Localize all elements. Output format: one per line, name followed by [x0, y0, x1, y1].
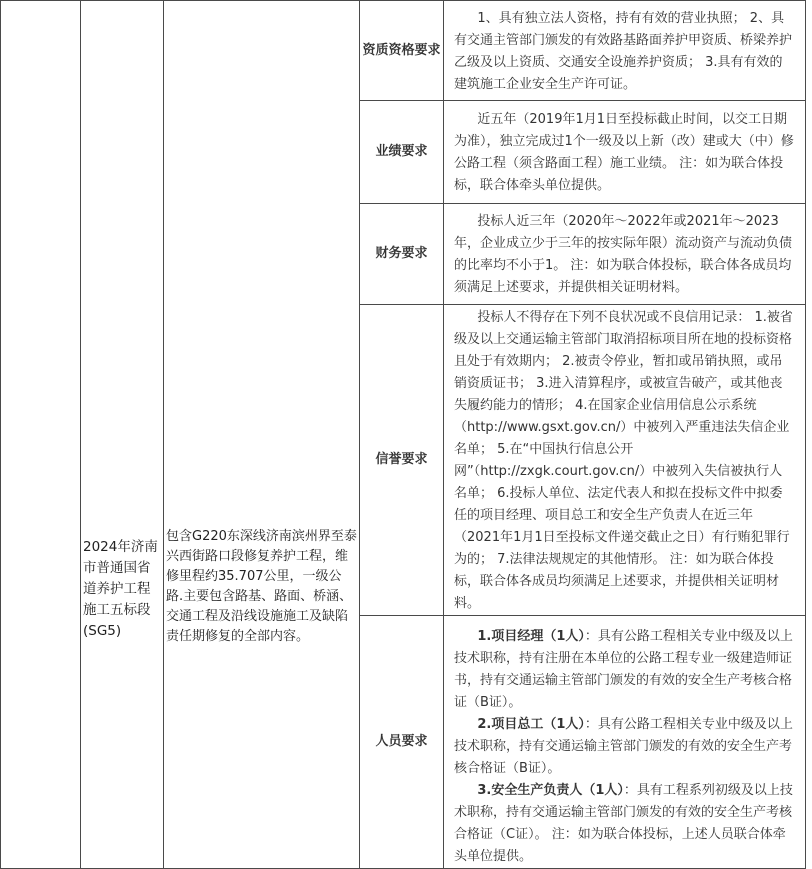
index-cell	[1, 1, 81, 869]
finance-label: 财务要求	[360, 204, 444, 305]
credit-label: 信誉要求	[360, 305, 444, 616]
qualification-text: 1、具有独立法人资格，持有有效的营业执照； 2、具有交通主管部门颁发的有效路基路面养护甲资质、桥梁养护乙级及以上资质、交通安全设施养护资质； 3.具有有效的建筑施工企业安全生产许可证。	[454, 10, 793, 92]
personnel-item-text: ：具有公路工程相关专业中级及以上技术职称，持有注册在本单位的公路工程专业一级建造师证书，持有交通运输主管部门颁发的有效的安全生产考核合格证（B证）。	[454, 629, 793, 710]
performance-text: 近五年（2019年1月1日至投标截止时间，以交工日期为准），独立完成过1个一级及以上新（改）建或大（中）修公路工程（须含路面工程）施工业绩。 注：如为联合体投标，联合体牵头单位提供。	[454, 112, 794, 193]
credit-text-cell	[444, 305, 806, 616]
qualification-row	[1, 1, 806, 101]
personnel-item-title: 3.安全生产负责人（1人）	[477, 783, 624, 798]
personnel-item	[454, 780, 795, 868]
personnel-item-title: 2.项目总工（1人）	[477, 717, 585, 732]
credit-text: 投标人不得存在下列不良状况或不良信用记录： 1.被省级及以上交通运输主管部门取消招标项目所在地的投标资格且处于有效期内； 2.被责令停业，暂扣或吊销执照，或吊销资质证书； 3.进入清算程序，或被宣告破产，或其他丧失履约能力的情形； 4.在国家企业信用信息公示系统（http://www.gsxt.gov.cn/）中被列入严重违法失信企业名单； 5.在“中国执行信息公开网”（http://zxgk.court.gov.cn/）中被列入失信被执行人名单； 6.投标人单位、法定代表人和拟在投标文件中拟委任的项目经理、项目总工和安全生产负责人在近三年（2021年1月1日至投标文件递交截止之日）有行贿犯罪行为的； 7.法律法规规定的其他情形。 注：如为联合体投标，联合体各成员均须满足上述要求，并提供相关证明材料。	[454, 310, 793, 611]
personnel-item	[454, 714, 795, 780]
personnel-label: 人员要求	[360, 616, 444, 869]
qualification-text-cell	[444, 1, 806, 101]
section-scope: 包含G220东深线济南滨州界至泰兴西街路口段修复养护工程，维修里程约35.707公里，一级公路.主要包含路基、路面、桥涵、交通工程及沿线设施施工及缺陷责任期修复的全部内容。	[166, 528, 357, 644]
qualification-label: 资质资格要求	[360, 1, 444, 101]
personnel-item-text: ：具有工程系列初级及以上技术职称，持有交通运输主管部门颁发的有效的安全生产考核合格证（C证）。 注：如为联合体投标，上述人员联合体牵头单位提供。	[454, 783, 793, 864]
personnel-item-text: ：具有公路工程相关专业中级及以上技术职称，持有交通运输主管部门颁发的有效的安全生产考核合格证（B证）。	[454, 717, 793, 776]
personnel-text-cell	[444, 616, 806, 869]
section-name-cell	[81, 1, 164, 869]
performance-label: 业绩要求	[360, 101, 444, 204]
finance-text-cell	[444, 204, 806, 305]
section-name: 2024年济南市普通国省道养护工程施工五标段(SG5)	[83, 539, 158, 639]
section-scope-cell	[164, 1, 360, 869]
performance-text-cell	[444, 101, 806, 204]
personnel-item-title: 1.项目经理（1人）	[477, 629, 585, 644]
personnel-item	[454, 626, 795, 714]
finance-text: 投标人近三年（2020年～2022年或2021年～2023年，企业成立少于三年的按实际年限）流动资产与流动负债的比率均不小于1。 注：如为联合体投标，联合体各成员均须满足上述要求，并提供相关证明材料。	[454, 214, 793, 295]
